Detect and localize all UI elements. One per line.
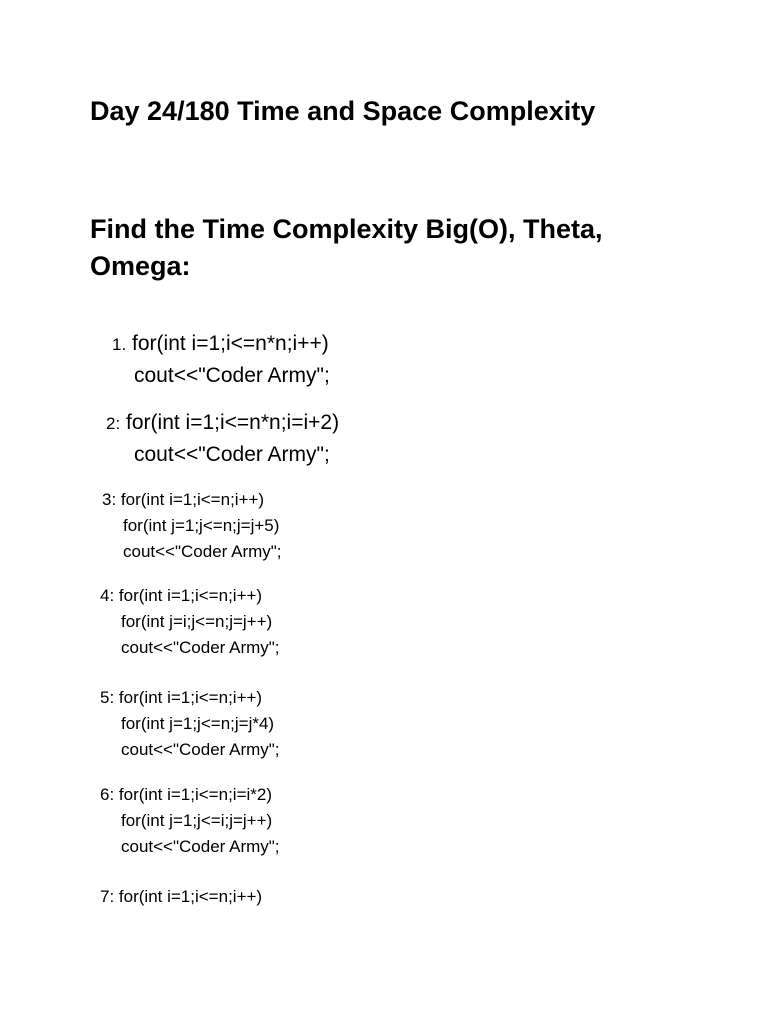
problem-2-number: 2: <box>106 414 121 433</box>
document-title: Day 24/180 Time and Space Complexity <box>90 96 596 126</box>
problem-1-line-1 <box>112 328 330 360</box>
problem-7-code-1: for(int i=1;i<=n;i++) <box>118 887 263 906</box>
problem-2-line-1 <box>106 407 339 439</box>
problem-6-code-2: for(int j=1;j<=i;j=j++) <box>121 811 273 830</box>
problem-1-number: 1. <box>112 335 127 354</box>
problem-5-line-1 <box>100 685 280 711</box>
problem-7-number: 7: <box>100 887 115 906</box>
problem-4-number: 4: <box>100 586 115 605</box>
problem-3-number: 3: <box>102 490 117 509</box>
problem-6-code-3: cout<<"Coder Army"; <box>121 837 280 856</box>
problem-5 <box>100 685 280 763</box>
problem-6 <box>100 782 280 860</box>
problem-1 <box>112 328 330 391</box>
problem-3-code-3: cout<<"Coder Army"; <box>123 542 282 561</box>
problem-3-code-1: for(int i=1;i<=n;i++) <box>120 490 265 509</box>
problem-6-number: 6: <box>100 785 115 804</box>
problem-5-number: 5: <box>100 688 115 707</box>
problem-7-line-1 <box>100 884 262 910</box>
problem-3 <box>102 487 282 565</box>
problem-5-code-3: cout<<"Coder Army"; <box>121 740 280 759</box>
problem-5-code-2: for(int j=1;j<=n;j=j*4) <box>121 714 275 733</box>
problem-2-code-1: for(int i=1;i<=n*n;i=i+2) <box>126 411 340 434</box>
problem-4-code-1: for(int i=1;i<=n;i++) <box>118 586 263 605</box>
problem-2-code-2: cout<<"Coder Army"; <box>134 443 330 466</box>
problem-6-line-1 <box>100 782 280 808</box>
question-heading: Find the Time Complexity Big(O), Theta, Omega: <box>90 214 603 281</box>
problem-4-code-2: for(int j=i;j<=n;j=j++) <box>121 612 273 631</box>
problem-3-line-1 <box>102 487 282 513</box>
problem-4-code-3: cout<<"Coder Army"; <box>121 638 280 657</box>
problem-2 <box>106 407 339 470</box>
problem-1-code-2: cout<<"Coder Army"; <box>134 364 330 387</box>
problem-6-code-1: for(int i=1;i<=n;i=i*2) <box>118 785 273 804</box>
problem-1-code-1: for(int i=1;i<=n*n;i++) <box>132 332 329 355</box>
problem-4-line-1 <box>100 583 280 609</box>
problem-5-code-1: for(int i=1;i<=n;i++) <box>118 688 263 707</box>
problem-4 <box>100 583 280 661</box>
problem-7 <box>100 884 262 910</box>
problem-3-code-2: for(int j=1;j<=n;j=j+5) <box>123 516 280 535</box>
